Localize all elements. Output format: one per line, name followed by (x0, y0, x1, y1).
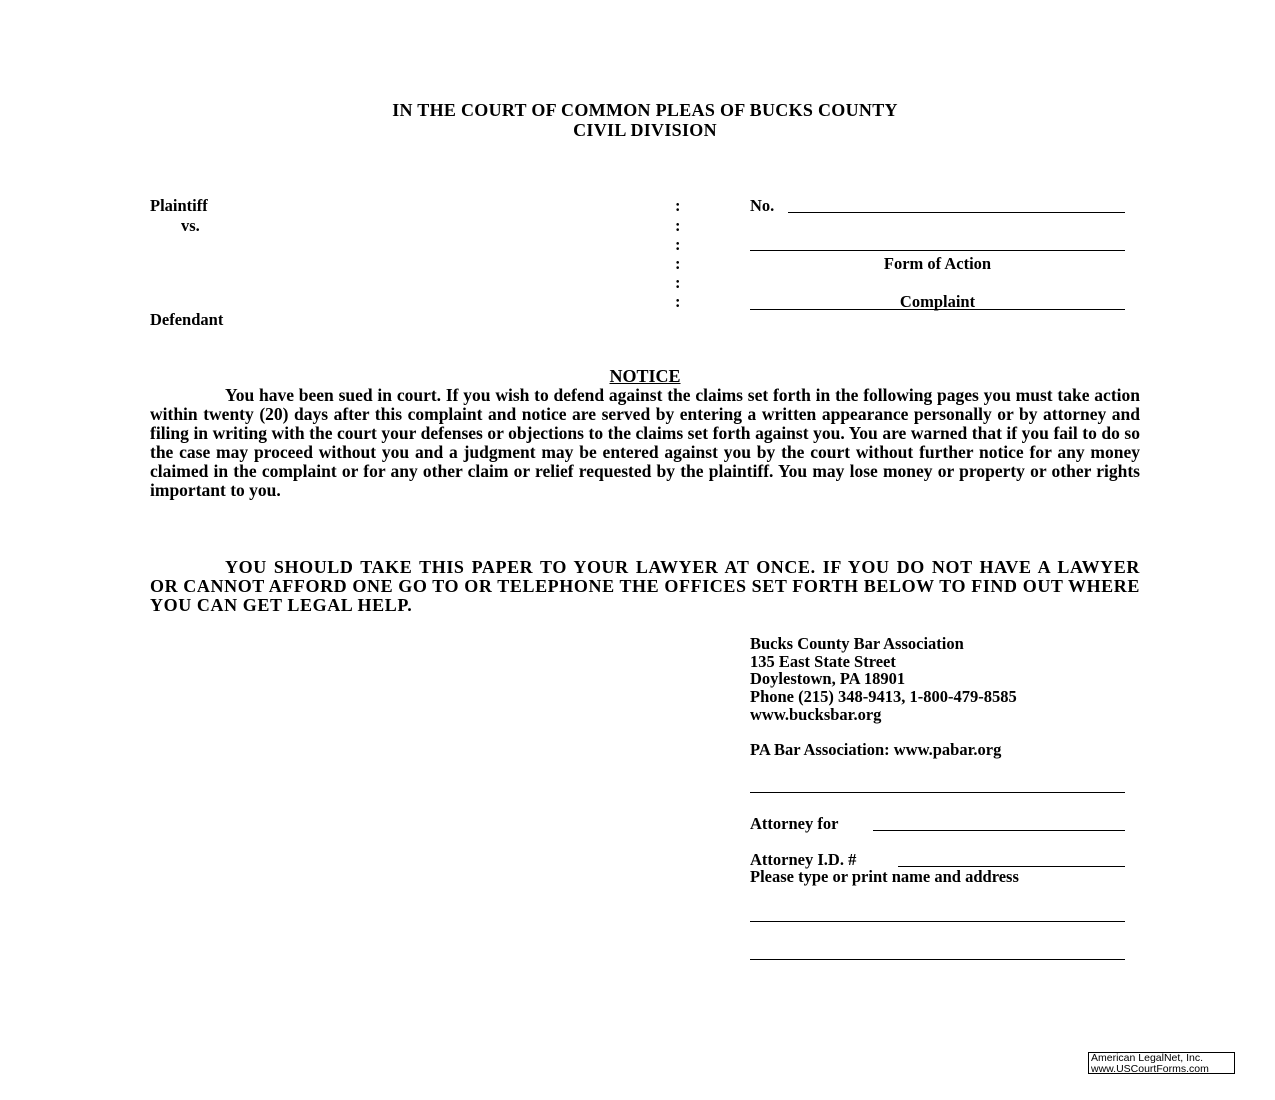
division-name: CIVIL DIVISION (573, 120, 717, 140)
caption-colon: : (675, 216, 681, 235)
attorney-address-line[interactable] (750, 921, 1125, 922)
court-heading (0, 100, 1275, 140)
case-number-label: No. (750, 196, 775, 215)
caption-colon: : (675, 292, 681, 311)
pa-bar-association: PA Bar Association: www.pabar.org (750, 740, 1002, 759)
defendant-label: Defendant (150, 310, 224, 329)
plaintiff-label: Plaintiff (150, 196, 208, 215)
case-number-field[interactable] (788, 212, 1125, 213)
publisher-name: American LegalNet, Inc. (1091, 1052, 1204, 1064)
publisher-stamp (1088, 1052, 1235, 1074)
case-blank-line[interactable] (750, 250, 1125, 251)
notice-body-text: You have been sued in court. If you wish to defend against the claims set forth in the following pages you must take action within twenty (20) days after this complaint and notice are served by entering a written appearance personally or by attorney and filing in writing with the court your defenses or objections to the claims set forth against you. You are warned that if you fail to do so the case may proceed without you and a judgment may be entered against you by the court without further notice for any money claimed in the complaint or for any other claim or relief requested by the plaintiff. You may lose money or property or other rights important to you. (150, 385, 1140, 500)
caption-colon: : (675, 273, 681, 292)
bar-association-website: www.bucksbar.org (750, 705, 882, 724)
attorney-address-line[interactable] (750, 959, 1125, 960)
attorney-instruction: Please type or print name and address (750, 867, 1019, 886)
form-of-action-value: Complaint (899, 292, 976, 311)
caption-colon: : (675, 254, 681, 273)
caption-colon: : (675, 196, 681, 215)
court-name: IN THE COURT OF COMMON PLEAS OF BUCKS COUNTY (392, 100, 898, 120)
notice-body (150, 386, 1140, 500)
notice-title: NOTICE (609, 366, 681, 386)
bar-association-city: Doylestown, PA 18901 (750, 669, 906, 688)
attorney-for-label: Attorney for (750, 814, 839, 833)
attorney-id-label: Attorney I.D. # (750, 850, 857, 869)
notice-warning (150, 558, 1140, 615)
notice-warning-text: YOU SHOULD TAKE THIS PAPER TO YOUR LAWYER AT ONCE. IF YOU DO NOT HAVE A LAWYER OR CANNOT AFFORD ONE GO TO OR TELEPHONE THE OFFICES SET FORTH BELOW TO FIND OUT WHERE YOU CAN GET LEGAL HELP. (150, 557, 1140, 615)
vs-label: vs. (181, 216, 200, 235)
bar-association-street: 135 East State Street (750, 652, 896, 671)
caption-colon: : (675, 235, 681, 254)
attorney-signature-line[interactable] (750, 792, 1125, 793)
form-of-action-label: Form of Action (883, 254, 992, 273)
attorney-for-field[interactable] (873, 830, 1125, 831)
form-of-action-line (750, 309, 1125, 310)
bar-association-phone: Phone (215) 348-9413, 1-800-479-8585 (750, 687, 1017, 706)
bar-association-name: Bucks County Bar Association (750, 634, 964, 653)
publisher-website: www.USCourtForms.com (1091, 1063, 1209, 1075)
